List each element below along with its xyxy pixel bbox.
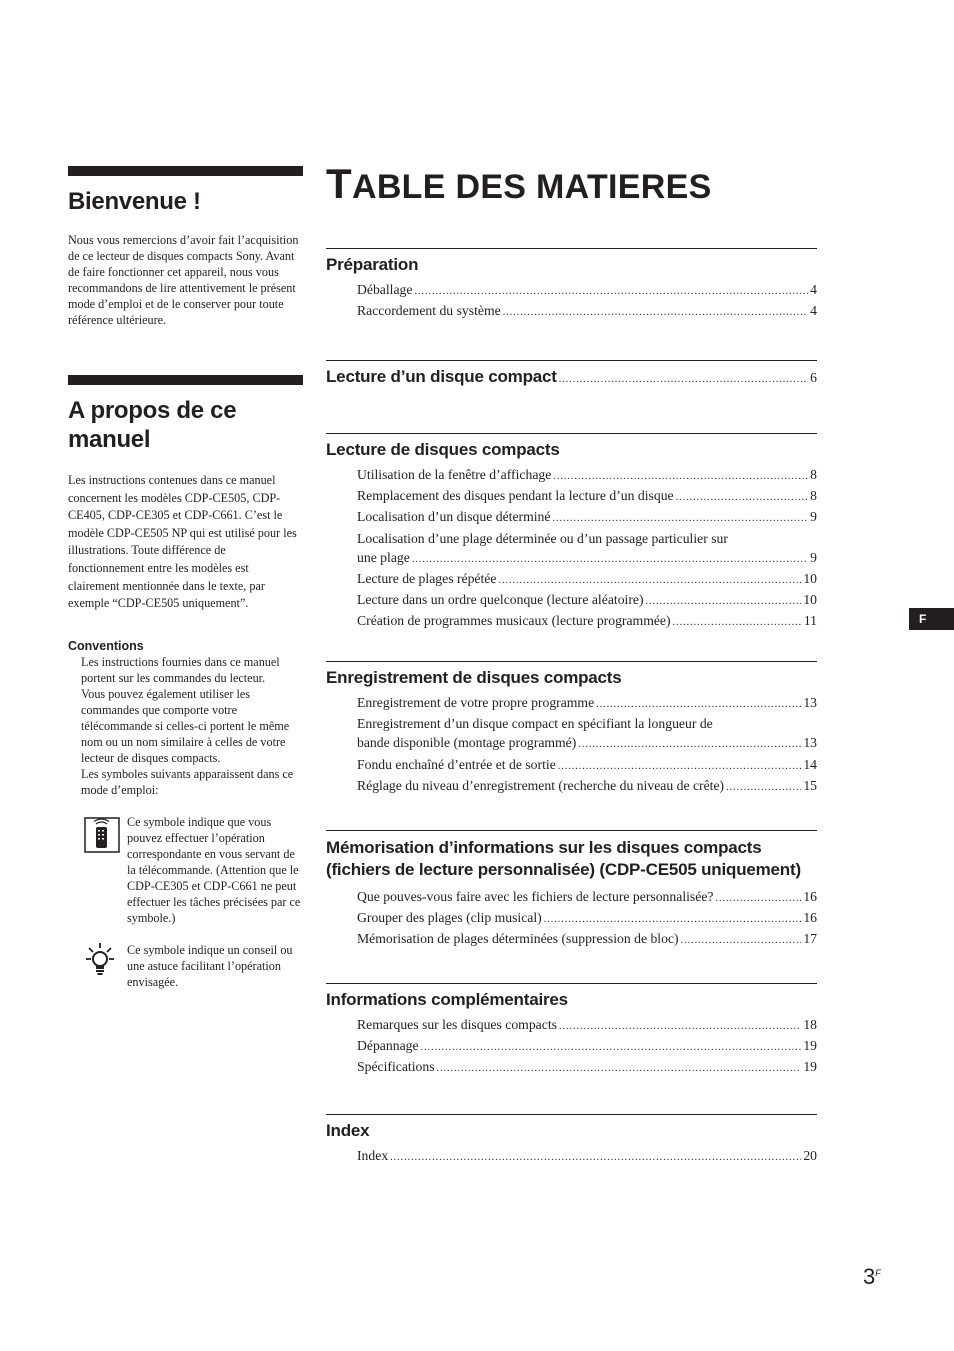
toc-section-memorisation — [326, 830, 817, 951]
toc-entry[interactable]: Déballage ..... 4 — [357, 280, 817, 301]
conventions-p2: Vous pouvez également utiliser les commandes que comporte votre télécommande si celles-ci portent le même nom ou un nom similaire à celles de votre lecteur de disques compacts. — [81, 686, 290, 765]
toc-entry[interactable]: Spécifications ..... 19 — [357, 1057, 817, 1078]
toc-section-index — [326, 1114, 817, 1167]
toc-entry[interactable]: Grouper des plages (clip musical) ..... 16 — [357, 908, 817, 929]
toc-entry[interactable]: Dépannage ..... 19 — [357, 1036, 817, 1057]
toc-section-title: Préparation — [326, 255, 419, 274]
toc-entry[interactable]: Enregistrement de votre propre programme ..... 13 — [357, 693, 817, 714]
toc-entry[interactable]: Fondu enchaîné d’entrée et de sortie ..... 14 — [357, 755, 817, 776]
apropos-title — [68, 396, 303, 454]
toc-section-lecture-un-disque[interactable] — [326, 360, 817, 386]
conventions-p3: Les symboles suivants apparaissent dans ce mode d’emploi: — [81, 766, 294, 797]
toc-entry[interactable]: Lecture dans un ordre quelconque (lecture aléatoire) ..... 10 — [357, 590, 817, 611]
toc-entry[interactable]: Que pouves-vous faire avec les fichiers de lecture personnalisée? ..... 16 — [357, 887, 817, 908]
conventions-title: Conventions — [68, 638, 144, 653]
bienvenue-title: Bienvenue ! — [68, 188, 201, 215]
toc-entry[interactable]: Utilisation de la fenêtre d’affichage ..... 8 — [357, 465, 817, 486]
toc-entry[interactable]: Index ..... 20 — [357, 1146, 817, 1167]
conventions-p1: Les instructions fournies dans ce manuel portent sur les commandes du lecteur. — [81, 654, 280, 685]
toc-entry[interactable]: Mémorisation de plages déterminées (suppression de bloc) ..... 17 — [357, 929, 817, 950]
toc-entry[interactable]: Remplacement des disques pendant la lecture d’un disque ..... 8 — [357, 486, 817, 507]
toc-section-title: Lecture d’un disque compact — [326, 367, 557, 386]
toc-title: TABLE DES MATIERES — [326, 160, 712, 207]
toc-section-title: Index — [326, 1121, 370, 1140]
remote-control-icon — [83, 814, 123, 854]
apropos-title-line1: A propos de ce — [68, 397, 237, 424]
lightbulb-icon — [85, 942, 119, 978]
toc-section-enregistrement — [326, 661, 817, 797]
bienvenue-body: Nous vous remercions d’avoir fait l’acquisition de ce lecteur de disques compacts Sony. Avant de faire fonctionner cet appareil, nous vous recommandons de lire attentivement le présent mode d’emploi et de le conserver pour toute référence ultérieure. — [68, 233, 299, 327]
symbol-tip-text: Ce symbole indique un conseil ou une astuce facilitant l’opération envisagée. — [127, 942, 293, 989]
toc-entry-line1[interactable]: Localisation d’une plage déterminée ou d’un passage particulier sur — [357, 530, 728, 546]
toc-page-number: 6 — [810, 370, 817, 385]
toc-section-lecture-disques — [326, 433, 817, 633]
apropos-block — [68, 375, 303, 990]
symbol-remote-text: Ce symbole indique que vous pouvez effectuer l’opération correspondante en vous servant de la télécommande. (Attention que le CDP-CE305 et CDP-C661 ne peut effectuer les tâches précisées par ce symbole.) — [127, 814, 301, 925]
conventions-body — [68, 654, 303, 798]
bienvenue-block — [68, 166, 303, 328]
toc-section-title: Enregistrement de disques compacts — [326, 668, 622, 687]
apropos-title-line2: manuel — [68, 426, 151, 453]
language-tab: F — [909, 608, 954, 630]
toc-entry[interactable]: Remarques sur les disques compacts ..... 18 — [357, 1015, 817, 1036]
toc-section-title: Informations complémentaires — [326, 990, 568, 1009]
symbol-tip-note — [68, 942, 303, 990]
section-rule — [68, 375, 303, 385]
page-number: $3^F$ — [863, 1264, 881, 1289]
toc-entry[interactable]: Création de programmes musicaux (lecture programmée) ..... 11 — [357, 611, 817, 632]
apropos-body: Les instructions contenues dans ce manuel concernent les modèles CDP-CE505, CDP-CE405, CDP-CE305 et CDP-C661. C’est le modèle CDP-CE505 NP qui est utilisé pour les illustrations. Toute différence de fonctionnement entre les modèles est clairement mentionnée dans le texte, par exemple “CDP-CE505 uniquement”. — [68, 473, 297, 611]
toc-entry[interactable]: Localisation d’un disque déterminé ..... 9 — [357, 507, 817, 528]
section-rule — [68, 166, 303, 176]
toc-section-preparation — [326, 248, 817, 322]
toc-entry-line1[interactable]: Enregistrement d’un disque compact en spécifiant la longueur de — [357, 716, 713, 732]
symbol-remote-note — [68, 814, 303, 926]
toc-section-title: Mémorisation d’informations sur les disques compacts (fichiers de lecture personnalisée) (CDP-CE505 uniquement) — [326, 838, 801, 879]
toc-entry[interactable]: Lecture de plages répétée ..... 10 — [357, 569, 817, 590]
toc-entry[interactable]: bande disponible (montage programmé) ..... 13 — [357, 733, 817, 754]
toc-section-title: Lecture de disques compacts — [326, 440, 560, 459]
toc-entry[interactable]: Raccordement du système ..... 4 — [357, 301, 817, 322]
toc-section-informations — [326, 983, 817, 1079]
toc-entry[interactable]: une plage ..... 9 — [357, 548, 817, 569]
toc-entry[interactable]: Réglage du niveau d’enregistrement (recherche du niveau de crête) ..... 15 — [357, 776, 817, 797]
